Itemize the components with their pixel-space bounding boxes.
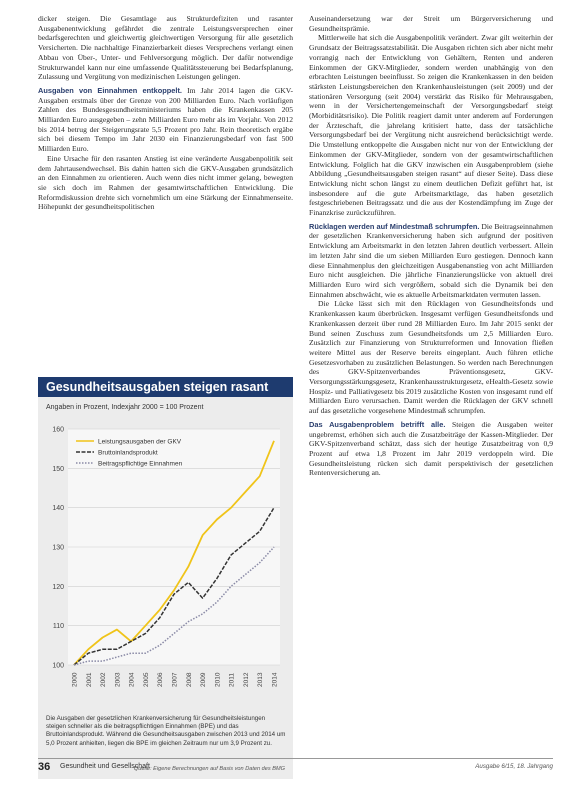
x-tick-label: 2008 xyxy=(185,672,193,687)
x-tick-label: 2002 xyxy=(100,672,108,687)
paragraph: Eine Ursache für den rasanten Anstieg ist eine veränderte Ausgabenpolitik seit dem Jahrtausendwechsel. Bis dahin hatten sich die GKV-Ausgaben grundsätzlich an den Einnahmen zu orientieren. Auch wenn dies nicht immer gelang, bewegten sie sich doch im Rahmen der gesamtwirtschaftlichen Entwicklung. Die Reformdiskussion drehte sich vornehmlich um eine Stärkung der Einnahmenseite. Höhepunkt der gesundheitspolitischen xyxy=(38,153,293,212)
paragraph: Auseinandersetzung war der Streit um Bürgerversicherung und Gesundheitsprämie. xyxy=(309,14,553,33)
paragraph: Die Lücke lässt sich mit den Rücklagen von Gesundheitsfonds und Krankenkassen kaum überbrücken. Insgesamt verfügen Gesundheitsfonds und Krankenkassen derzeit über rund 28 Milliarden Euro. Im Jahr 2015 senkt der Bund seinen Zuschuss zum Gesundheitsfonds um 2,5 Milliarden Euro. Zusätzlich zur Finanzierung von Strukturreformen und Innovation fließen weitere Mittel aus der Reserve bereits eingeplant. Auch führen etliche Gesetzesvorhaben zu zusätzlichen Belastungen. So werden nach Berechnungen des GKV-Spitzenverbandes Präventionsgesetz, GKV-Versorgungsstärkungsgesetz, Krankenhausstrukturgesetz, eHealth-Gesetz sowie Hospiz- und Palliativgesetz bis 2019 zusätzliche Kosten von insgesamt rund elf Milliarden Euro verursachen. Damit werden die Rücklagen der GKV schnell auf das gesetzliche vorgesehene Mindestmaß schrumpfen. xyxy=(309,299,553,416)
figure-source: Quelle: Eigene Berechnungen auf Basis von Daten des BMG xyxy=(133,766,285,772)
x-tick-label: 2014 xyxy=(271,672,279,687)
page-footer xyxy=(38,758,553,773)
left-text-column xyxy=(38,14,293,212)
line-chart xyxy=(38,415,293,711)
x-tick-label: 2000 xyxy=(71,672,79,687)
section-name: Gesundheit und Gesellschaft xyxy=(60,763,150,770)
section-lead: Ausgaben von Einnahmen entkoppelt. xyxy=(38,85,182,95)
y-tick-label: 150 xyxy=(52,465,64,473)
x-tick-label: 2004 xyxy=(128,672,136,687)
figure-title: Gesundheitsausgaben steigen rasant xyxy=(46,380,269,394)
x-tick-label: 2013 xyxy=(257,672,265,687)
x-tick-label: 2003 xyxy=(114,672,122,687)
y-tick-label: 110 xyxy=(52,623,64,631)
figure-subtitle: Angaben in Prozent, Indexjahr 2000 = 100 Prozent xyxy=(46,404,204,411)
paragraph xyxy=(309,420,553,478)
x-tick-label: 2001 xyxy=(85,672,93,687)
page-number: 36 xyxy=(38,761,51,773)
y-tick-label: 130 xyxy=(52,544,64,552)
y-tick-label: 140 xyxy=(52,505,64,513)
y-tick-label: 100 xyxy=(52,662,64,670)
x-tick-label: 2005 xyxy=(142,672,150,687)
y-tick-label: 120 xyxy=(52,583,64,591)
x-tick-label: 2006 xyxy=(157,672,165,687)
x-tick-label: 2012 xyxy=(242,672,250,687)
legend-label: Bruttoinlandsprodukt xyxy=(98,449,158,457)
section-text: Steigen die Ausgaben weiter ungebremst, erhöhen sich auch die Zusatzbeiträge der Kassen-Mitglieder. Der GKV-Spitzenverband schätzt, dass sich der heutige Zusatzbeitrag von 0,9 Prozent auf etwa 1,8 Prozent im Jahr 2019 verdoppeln wird. Die Gesundheitsleistung rücken sich damit perspektivisch der gesetzlichen Rentenversicherung an. xyxy=(309,419,553,478)
paragraph xyxy=(309,222,553,300)
x-tick-label: 2010 xyxy=(214,672,222,687)
issue-info: Ausgabe 6/15, 18. Jahrgang xyxy=(475,763,553,770)
section-text: Im Jahr 2014 lagen die GKV-Ausgaben erstmals über der Grenze von 200 Milliarden Euro. Nach vorläufigen Zahlen des Bundesgesundheitsministeriums haben die Krankenkassen 205 Milliarden Euro ausgegeben – zehn Milliarden Euro mehr als im Vorjahr. Von 2012 bis 2014 betrug der Steigerungsrate 5,5 Prozent pro Jahr. Rein theoretisch ergäbe sich bei diesem Tempo im Jahr 2030 ein Finanzierungsbedarf von fast 500 Milliarden Euro. xyxy=(38,85,294,154)
x-tick-label: 2011 xyxy=(228,673,236,687)
paragraph: dicker steigen. Die Gesamtlage aus Strukturdefiziten und rasanter Ausgabenentwicklung gefährdet die zentrale Leistungsversprechen einer bedarfsgerechten und gleichwertig gleichwertigen Versorgung für alle gesetzlich Versicherten. Die nachhaltige Finanzierbarkeit dieses Versprechens verlangt einen Abbau von Über-, Unter- und Fehlversorgung möglich. Der dafür notwendige Strukturwandel kann nur eine umfassende Qualitätssteuerung bei Bedarfsplanung, Zulassung und Vergütung von medizinischen Leistungen gelingen. xyxy=(38,14,293,82)
paragraph xyxy=(38,86,293,154)
paragraph: Mittlerweile hat sich die Ausgabenpolitik verändert. Zwar gilt weiterhin der Grundsatz der Beitragssatzstabilität. Die Ausgaben richten sich aber nicht mehr vorrangig nach der Entwicklung von Gehältern, Renten und anderen Einkommen der GKV-Mitglieder, sondern werden unabhängig von den erbrachten Leistungen beeinflusst. So zeigen die Krankenkassen in den beiden stärksten Leistungsbereichen den Krankenhausleistungen (seit 2009) und der stationären Versorgung (seit 2004) verstärkt das Risiko für Mehrausgaben, wenn in der Versichertengemeinschaft der Versorgungsbedarf steigt (Morbiditätsrisiko). Die Politik reagiert damit unter anderem auf Forderungen der Ärzteschaft, die jahrelang kritisiert hatte, dass der tatsächliche Versorgungsbedarf bei der Vergütung nicht ausreichend berücksichtigt werde. Die Umstellung entkoppelte die Ausgaben nicht nur von der Entwicklung der Einkommen der GKV-Mitglieder, sondern von der gesamtwirtschaftlichen Entwicklung. Folglich hat die GKV inzwischen ein Ausgabenproblem (siehe Abbildung „Gesundheitsausgaben steigen rasant“ auf dieser Seite). Dass diese Entwicklung nicht schon längst zu einem deutlichen Defizit geführt hat, ist insbesondere auf die gute Arbeitsmarktlage, das haben gesetzlich festgeschriebenen Beitragssatz und die aus der Kostendämpfung im Zuge der Finanzkrise zurückzuführen. xyxy=(309,33,553,218)
right-text-column xyxy=(309,14,553,478)
figure-caption: Die Ausgaben der gesetzlichen Krankenversicherung für Gesundheitsleistungen steigen schneller als die beitragspflichtigen Einnahmen (BPE) und das Bruttoinlandsprodukt. Während die Gesundheitsausgaben zwischen 2013 und 2014 um 5,0 Prozent anhielten, liegen die BPE im gleichen Zeitraum nur um 3,9 Prozent zu. xyxy=(46,715,286,747)
figure-header xyxy=(38,377,293,397)
section-lead: Das Ausgabenproblem betrifft alle. xyxy=(309,419,446,429)
section-lead: Rücklagen werden auf Mindestmaß schrumpfen. xyxy=(309,221,480,231)
section-text: Die Beitragseinnahmen der gesetzlichen Krankenversicherung haben sich aufgrund der positiven Entwicklung am Arbeitsmarkt in den letzten Jahren deutlich verbessert. Allein im letzten Jahr sind die um sieben Milliarden Euro gestiegen. Dennoch kann diese Einnahmenplus den gleichzeitigen Ausgabenanstieg von acht Milliarden Euro nicht ausgleichen. Die jährliche Finanzierungslücke von aktuell drei Milliarden Euro wird sich vergrößern, sobald sich die Dynamik bei den Einnahmen abschwächt, wie es aktuelle Arbeitsmarktdaten vermuten lassen. xyxy=(309,221,553,299)
y-tick-label: 160 xyxy=(52,426,64,434)
figure-box xyxy=(38,377,293,779)
legend-label: Beitragspflichtige Einnahmen xyxy=(98,460,183,468)
x-tick-label: 2007 xyxy=(171,672,179,687)
x-tick-label: 2009 xyxy=(200,672,208,687)
legend-label: Leistungsausgaben der GKV xyxy=(98,438,182,446)
